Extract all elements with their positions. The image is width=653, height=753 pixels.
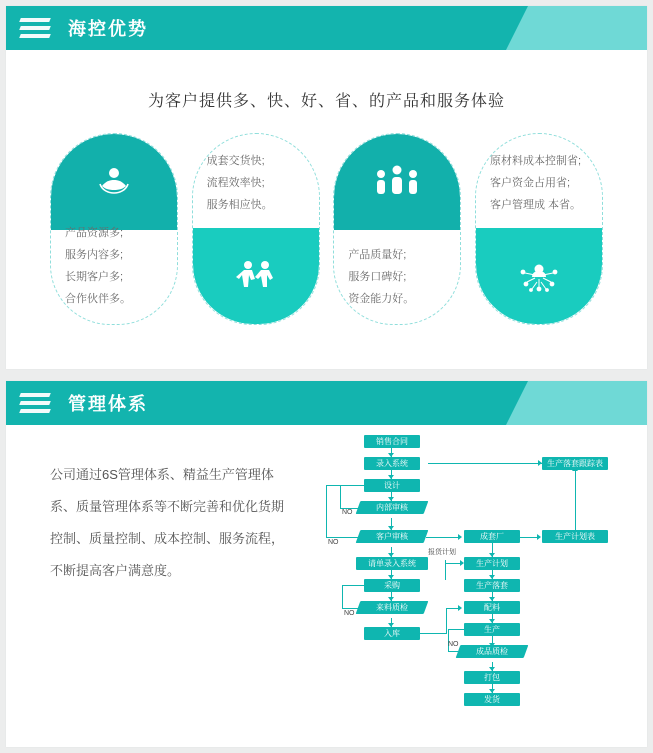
card-4-cap xyxy=(476,228,602,324)
flow-arrow xyxy=(572,467,578,471)
card-4-text xyxy=(476,150,602,216)
two-people-running-icon xyxy=(234,256,278,296)
flow-arrow xyxy=(489,575,495,579)
advantage-card-3[interactable] xyxy=(333,133,461,325)
card-4-line-3: 客户管理成 本省。 xyxy=(489,199,582,211)
flow-edge-no-3 xyxy=(342,585,343,609)
flow-arrow xyxy=(489,689,495,693)
advantage-cards xyxy=(6,133,647,325)
flow-arrow xyxy=(489,597,495,601)
flow-label-no-3: NO xyxy=(344,610,355,617)
flow-node-production-tracking-table[interactable]: 生产落套跟踪表 xyxy=(542,457,608,470)
flow-edge-no-4 xyxy=(448,629,466,630)
flow-arrow xyxy=(458,534,462,540)
flow-edge-no-1 xyxy=(340,485,341,509)
flow-edge-no-2 xyxy=(326,485,340,486)
advantage-headline: 为客户提供多、快、好、省、的产品和服务体验 xyxy=(147,93,505,110)
flow-arrow xyxy=(388,453,394,457)
banner-advantage xyxy=(6,6,506,50)
flow-edge-warehouse-to-prep xyxy=(446,608,447,634)
advantage-card-2[interactable] xyxy=(192,133,320,325)
flow-node-customer-review[interactable] xyxy=(356,530,429,543)
flow-arrow xyxy=(388,475,394,479)
flow-arrow xyxy=(489,619,495,623)
management-body xyxy=(6,425,647,745)
card-1-line-4: 合作伙伴多。 xyxy=(65,293,131,305)
flow-edge-no-1 xyxy=(340,485,364,486)
flow-node-final-qc-label: 成品质检 xyxy=(476,647,508,656)
card-2-line-3: 服务相应快。 xyxy=(206,199,273,211)
advantage-banner-title: 海控优势 xyxy=(68,19,148,39)
flow-arrow xyxy=(388,526,394,530)
flow-node-internal-review-label: 内部审核 xyxy=(376,503,408,512)
flow-node-warehouse-in[interactable]: 入库 xyxy=(364,627,420,640)
card-3-line-2: 服务口碑好; xyxy=(348,271,407,283)
flow-node-production-plan[interactable]: 生产计划 xyxy=(464,557,520,570)
card-4-line-2: 客户资金占用省; xyxy=(489,177,571,189)
card-2-line-2: 流程效率快; xyxy=(206,177,265,189)
flow-arrow xyxy=(537,534,541,540)
flow-node-sales-contract[interactable]: 销售合同 xyxy=(364,435,420,448)
flow-arrow xyxy=(460,560,464,566)
flow-edge-no-3 xyxy=(342,585,364,586)
flow-node-assembly-plant[interactable]: 成套厂 xyxy=(464,530,520,543)
card-2-cap xyxy=(193,228,319,324)
flow-label-no-4: NO xyxy=(448,641,459,648)
advantage-card-4[interactable] xyxy=(475,133,603,325)
flow-edge-review-to-plant xyxy=(426,537,460,538)
person-care-icon xyxy=(94,162,134,202)
card-1-line-1: 产品资源多; xyxy=(65,227,124,239)
card-1-text xyxy=(51,222,177,310)
flow-node-incoming-qc[interactable] xyxy=(356,601,429,614)
advantage-card-1[interactable] xyxy=(50,133,178,325)
flow-node-customer-review-label: 客户审核 xyxy=(376,532,408,541)
flow-node-list-into-system[interactable]: 请单录入系统 xyxy=(356,557,428,570)
section-management xyxy=(6,381,647,747)
flow-node-enter-system[interactable]: 录入系统 xyxy=(364,457,420,470)
flow-edge-no-4 xyxy=(448,651,460,652)
banner-management xyxy=(6,381,506,425)
stripes-icon xyxy=(20,393,54,413)
flow-node-production-plan-table[interactable]: 生产计划表 xyxy=(542,530,608,543)
flow-arrow xyxy=(388,497,394,501)
flow-node-material-prep[interactable]: 配料 xyxy=(464,601,520,614)
flow-node-internal-review[interactable] xyxy=(356,501,429,514)
card-3-line-3: 资金能力好。 xyxy=(348,293,415,305)
card-1-line-3: 长期客户多; xyxy=(65,271,124,283)
card-1-cap xyxy=(51,134,177,230)
flow-arrow xyxy=(388,575,394,579)
management-flowchart xyxy=(306,429,647,745)
card-2-text xyxy=(193,150,319,216)
card-3-text xyxy=(334,244,460,310)
management-banner xyxy=(6,381,647,425)
flow-label-no-2: NO xyxy=(328,539,339,546)
flow-node-shipping[interactable]: 发货 xyxy=(464,693,520,706)
card-3-line-1: 产品质量好; xyxy=(348,249,407,261)
flow-edge-tracking-return xyxy=(428,463,542,464)
flow-edge-plan-to-tracking xyxy=(575,470,576,530)
flow-edge-no-2 xyxy=(326,537,358,538)
flow-arrow xyxy=(489,553,495,557)
flow-node-production-kitting[interactable]: 生产落套 xyxy=(464,579,520,592)
card-2-line-1: 成套交货快; xyxy=(206,155,265,167)
section-advantage xyxy=(6,6,647,369)
three-people-group-icon xyxy=(371,162,423,202)
flow-label-no-1: NO xyxy=(342,509,353,516)
flow-arrow xyxy=(458,605,462,611)
flow-edge-no-3 xyxy=(342,608,359,609)
flow-arrow xyxy=(489,667,495,671)
flow-node-purchase[interactable]: 采购 xyxy=(364,579,420,592)
card-4-line-1: 原材料成本控制省; xyxy=(489,155,582,167)
management-paragraph: 公司通过6S管理体系、精益生产管理体系、质量管理体系等不断完善和优化货期控制、质量控制、成本控制、服务流程，不断提高客户满意度。 xyxy=(50,467,285,578)
flow-arrow xyxy=(489,643,495,647)
flow-arrow xyxy=(388,623,394,627)
stripes-icon xyxy=(20,18,54,38)
flow-node-incoming-qc-label: 来料质检 xyxy=(376,603,408,612)
network-person-icon xyxy=(516,255,562,297)
card-3-cap xyxy=(334,134,460,230)
flow-node-design[interactable]: 设计 xyxy=(364,479,420,492)
flow-arrow xyxy=(538,460,542,466)
flow-arrow xyxy=(388,597,394,601)
card-1-line-2: 服务内容多; xyxy=(65,249,124,261)
flow-node-packing[interactable]: 打包 xyxy=(464,671,520,684)
flow-edge-no-2 xyxy=(326,485,327,538)
flow-edge-warehouse-to-prep xyxy=(420,633,446,634)
flow-arrow xyxy=(388,553,394,557)
advantage-banner xyxy=(6,6,647,50)
management-banner-title: 管理体系 xyxy=(68,394,148,414)
flow-label-order-plan: 报货计划 xyxy=(428,549,456,556)
flow-node-production[interactable]: 生产 xyxy=(464,623,520,636)
